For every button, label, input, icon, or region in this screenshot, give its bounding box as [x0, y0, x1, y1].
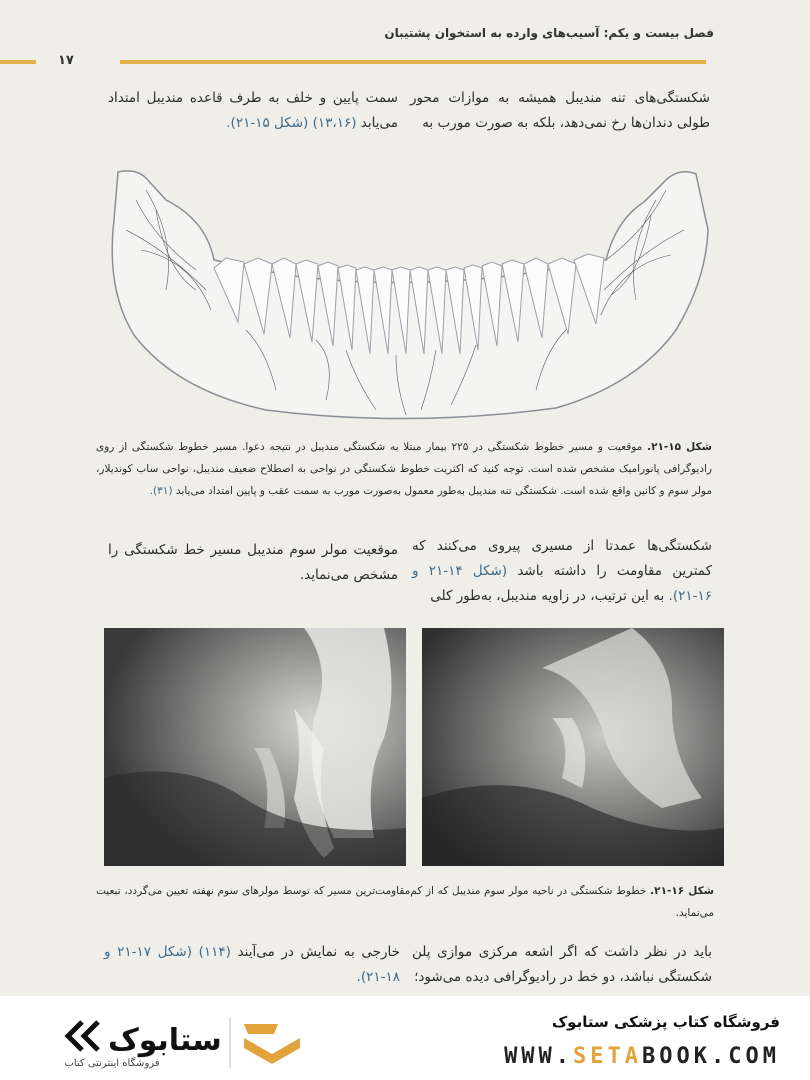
store-name: فروشگاه کتاب پزشکی ستابوک: [551, 1013, 780, 1031]
para2-right-text-a: شکستگی‌ها عمدتا از مسیری پیروی می‌کنند که کمترین مقاومت را داشته باشد: [412, 538, 713, 579]
figure15-caption: [96, 436, 712, 502]
para3-right-text: باید در نظر داشت که اگر اشعه مرکزی موازی پلن شکستگی نباشد، دو خط در رادیوگرافی دیده می‌شود؛: [412, 944, 712, 985]
store-url-suffix: BOOK.COM: [642, 1044, 780, 1069]
radiograph-left: [104, 628, 406, 866]
para1-left-ref: (۱۳،۱۶) (شکل ۱۵-۲۱).: [226, 115, 357, 131]
store-url[interactable]: [504, 1044, 780, 1069]
chapter-title: فصل بیست و یکم: آسیب‌های وارده به استخوان پشتیبان: [384, 26, 714, 40]
para3-left-ref: (۱۱۴) (شکل ۱۷-۲۱ و ۱۸-۲۱).: [104, 944, 400, 985]
para3-right-column: [412, 940, 712, 990]
page-number: ۱۷: [58, 53, 74, 68]
para1-left-column: [108, 86, 398, 136]
para3-left-text: خارجی به نمایش در می‌آیند: [237, 944, 401, 960]
para3-left-column: [104, 940, 400, 990]
para1-left-text: سمت پایین و خلف به طرف قاعده مندیبل امتداد می‌یابد: [108, 90, 398, 131]
header-rule-left: [0, 60, 36, 64]
radiograph-right: [422, 628, 724, 866]
figure15-ref: (۳۱).: [149, 485, 173, 497]
para2-left-text: موقعیت مولر سوم مندیبل مسیر خط شکستگی را مشخص می‌نماید.: [108, 542, 398, 583]
store-url-prefix: WWW.: [504, 1044, 574, 1069]
figure16-caption: [96, 880, 714, 924]
para1-right-column: [410, 86, 710, 136]
para2-left-column: [108, 538, 398, 588]
logo-chevron-icon: [244, 1024, 300, 1064]
figure15-label: شکل ۱۵-۲۱.: [647, 441, 712, 453]
figure16-label: شکل ۱۶-۲۱.: [650, 885, 715, 897]
store-url-accent: SETA: [573, 1044, 643, 1069]
figure15-caption-text: موقعیت و مسیر خطوط شکستگی در ۲۲۵ بیمار مبتلا به شکستگی مندیبل در نتیجه دعوا. مسیر خطوط شکستگی از روی رادیوگرافی پانورامیک مشخص شده است. توجه کنید که اکثریت خطوط شکستگی در نواحی به اصطلاح ضعیف مندیبل، نواحی ساب کوندیلار، مولر سوم و کانین واقع شده است. شکستگی تنه مندیبل به‌طور معمول به‌صورت مورب به سمت عقب و پایین امتداد می‌یابد: [96, 441, 712, 497]
logo-subtitle: فروشگاه اینترنتی کتاب: [64, 1058, 160, 1069]
header-rule: [120, 60, 706, 64]
para2-right-ref: (شکل ۱۴-۲۱ و ۱۶-۲۱).: [412, 563, 712, 604]
para2-right-column: [412, 534, 712, 609]
mandible-fracture-illustration: [96, 160, 714, 430]
logo-wordmark: ستابوک: [108, 1023, 222, 1058]
mandible-outline: [112, 171, 708, 419]
para2-right-text-b: به این ترتیب، در زاویه مندیبل، به‌طور کلی: [430, 588, 665, 604]
figure16-caption-text: خطوط شکستگی در ناحیه مولر سوم مندیبل که از کم‌مقاومت‌ترین مسیر که توسط مولرهای سوم نهفته تعیین می‌گردد، تبعیت می‌نماید.: [96, 885, 714, 919]
logo-arrows-icon: [68, 1022, 98, 1050]
para1-right-text: شکستگی‌های تنه مندیبل همیشه به موازات محور طولی دندان‌ها رخ نمی‌دهد، بلکه به صورت مورب به: [410, 90, 710, 131]
